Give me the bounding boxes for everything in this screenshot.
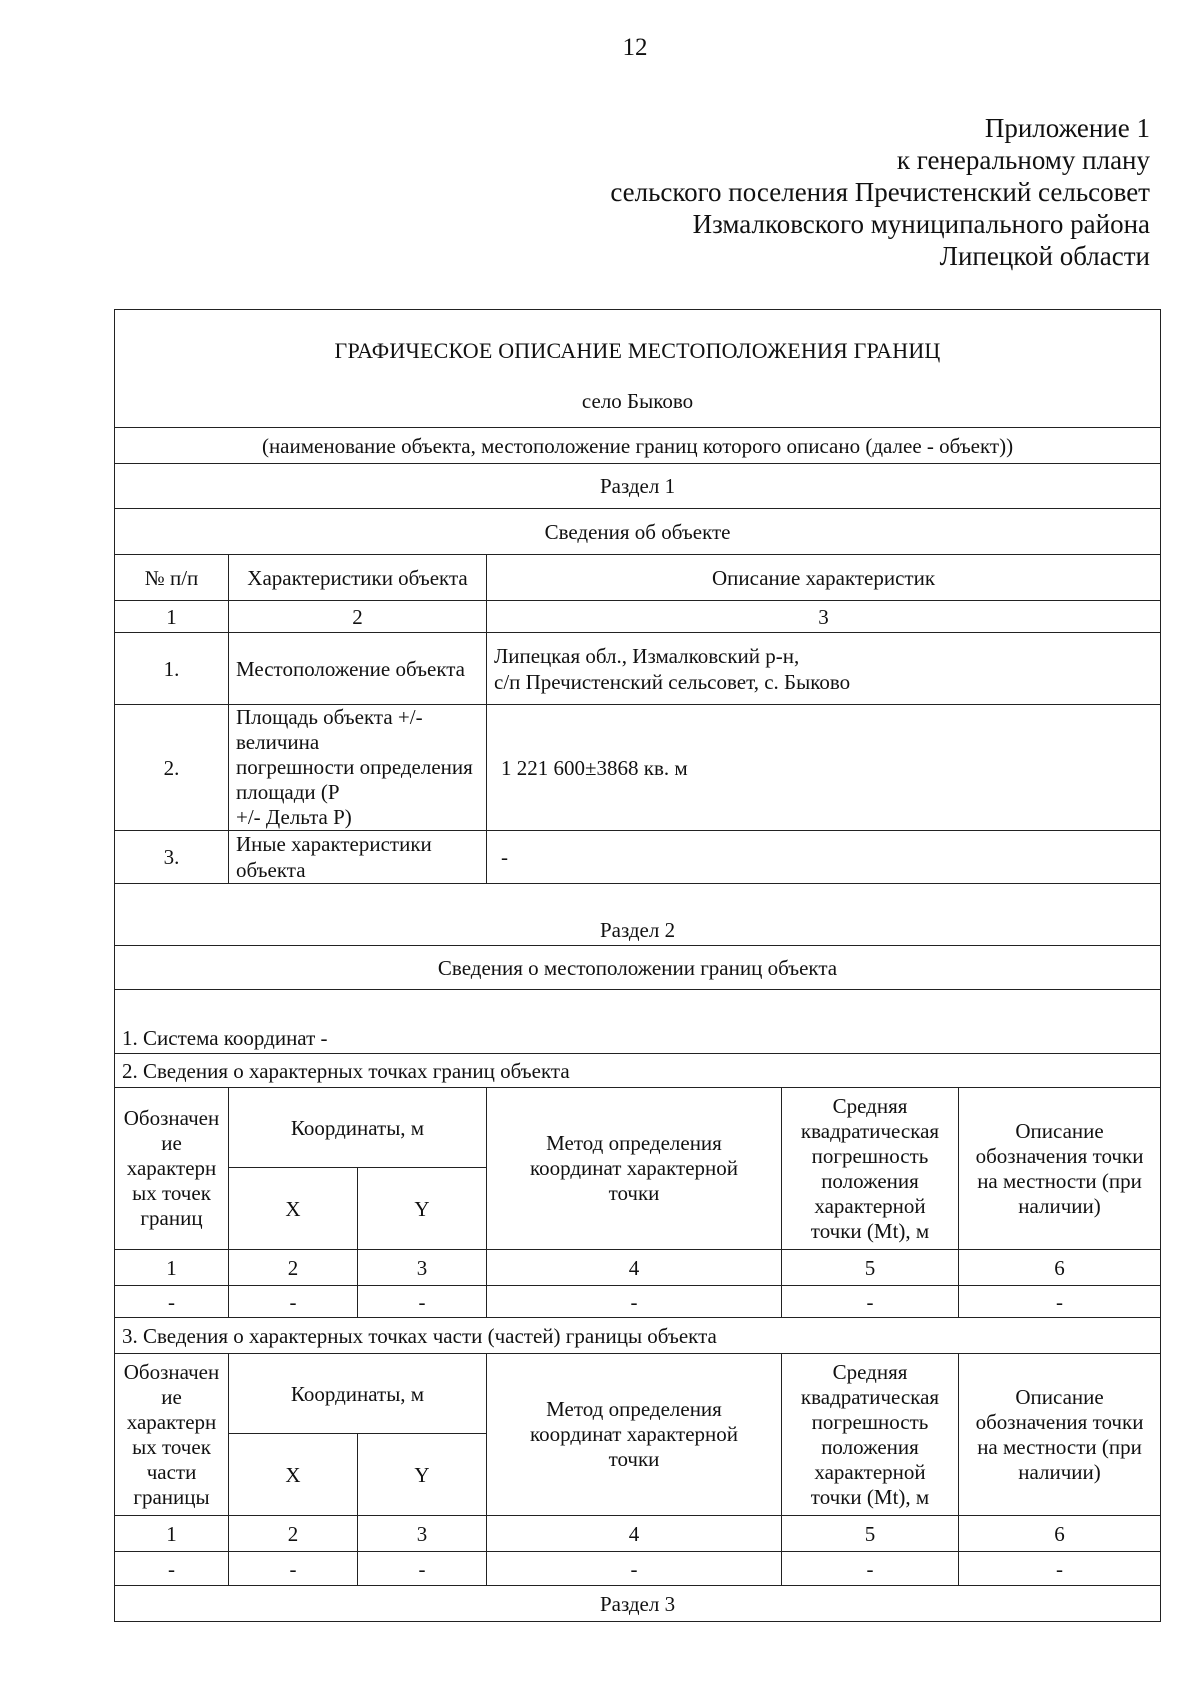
- parts-header-row: [115, 1354, 1161, 1434]
- header-line: Обозначен: [123, 1359, 220, 1384]
- header-line: точки (Mt), м: [810, 1484, 930, 1509]
- row-number: 1.: [115, 633, 229, 705]
- points-header-row: [115, 1088, 1161, 1168]
- points-col-coords: Координаты, м: [229, 1088, 487, 1168]
- row-name-line: погрешности определения площади (Р: [236, 755, 473, 804]
- document-title: ГРАФИЧЕСКОЕ ОПИСАНИЕ МЕСТОПОЛОЖЕНИЯ ГРАНИЦ: [334, 337, 941, 363]
- header-line: погрешность: [811, 1409, 929, 1434]
- table-row: [115, 705, 1161, 831]
- appendix-line: Измалковского муниципального района: [692, 209, 1150, 239]
- colnum: 6: [959, 1516, 1161, 1552]
- header-line: точки: [608, 1447, 660, 1471]
- section2-heading-row: [115, 884, 1161, 946]
- row-value: 1 221 600±3868 кв. м: [487, 705, 1161, 831]
- row-name-line: +/- Дельта Р): [236, 805, 352, 829]
- header-line: характерной: [814, 1459, 926, 1484]
- parts-col-x: X: [229, 1434, 358, 1516]
- parts-col-coords: Координаты, м: [229, 1354, 487, 1434]
- section2-heading: Раздел 2: [115, 884, 1161, 946]
- header-line: наличии): [1018, 1193, 1101, 1218]
- header-line: ых точек: [132, 1181, 211, 1205]
- points-col-method: [487, 1088, 782, 1250]
- header-line: характерной: [814, 1193, 926, 1218]
- colnum: 2: [229, 1516, 358, 1552]
- header-line: характерн: [126, 1409, 217, 1434]
- row-value: [487, 633, 1161, 705]
- cell: -: [959, 1286, 1161, 1318]
- colnum: 2: [229, 1250, 358, 1286]
- parts-col-designation: [115, 1354, 229, 1516]
- colnum: 2: [229, 601, 487, 633]
- cell: -: [782, 1286, 959, 1318]
- colnum: 3: [487, 601, 1161, 633]
- colnum: 4: [487, 1250, 782, 1286]
- section3-heading: Раздел 3: [115, 1586, 1161, 1622]
- header-line: Метод определения: [546, 1131, 722, 1155]
- object-caption-row: [115, 428, 1161, 464]
- colnum: 6: [959, 1250, 1161, 1286]
- points-col-description: [959, 1088, 1161, 1250]
- colnum: 1: [115, 1250, 229, 1286]
- header-line: погрешность: [811, 1143, 929, 1168]
- header-number: № п/п: [115, 555, 229, 601]
- page-number: 12: [622, 34, 648, 61]
- appendix-line: Липецкой области: [939, 241, 1150, 271]
- row-name: Местоположение объекта: [229, 633, 487, 705]
- header-line: положения: [821, 1434, 919, 1459]
- header-line: наличии): [1018, 1459, 1101, 1484]
- row-name: Иные характеристики объекта: [229, 831, 487, 884]
- section1-subheading-row: [115, 509, 1161, 555]
- object-name: село Быково: [581, 388, 694, 413]
- header-line: координат характерной: [530, 1156, 738, 1180]
- colnum: 1: [115, 601, 229, 633]
- header-line: Средняя: [832, 1359, 908, 1384]
- points-title-row: [115, 1054, 1161, 1088]
- parts-col-y: Y: [358, 1434, 487, 1516]
- colnum: 5: [782, 1250, 959, 1286]
- title-cell: [115, 310, 1161, 428]
- row-value-line: Липецкая обл., Измалковский р-н,: [494, 643, 800, 668]
- header-line: ие: [161, 1384, 182, 1409]
- header-line: Обозначен: [123, 1106, 220, 1130]
- colnum: 4: [487, 1516, 782, 1552]
- header-line: квадратическая: [800, 1384, 940, 1409]
- row-value: -: [487, 831, 1161, 884]
- cell: -: [229, 1552, 358, 1586]
- cell: -: [487, 1552, 782, 1586]
- appendix-line: Приложение 1: [984, 113, 1150, 143]
- parts-title: 3. Сведения о характерных точках части (частей) границы объекта: [115, 1318, 1161, 1354]
- points-data-row: [115, 1286, 1161, 1318]
- section3-heading-row: [115, 1586, 1161, 1622]
- row-number: 3.: [115, 831, 229, 884]
- parts-col-method: [487, 1354, 782, 1516]
- section2-subheading-row: [115, 946, 1161, 990]
- header-line: квадратическая: [800, 1118, 940, 1143]
- coord-system-row: [115, 990, 1161, 1054]
- colnum: 3: [358, 1516, 487, 1552]
- header-line: обозначения точки: [975, 1143, 1144, 1168]
- header-line: ых точек: [132, 1434, 211, 1459]
- cell: -: [959, 1552, 1161, 1586]
- points-title: 2. Сведения о характерных точках границ объекта: [115, 1054, 1161, 1088]
- header-line: Описание: [1015, 1384, 1104, 1409]
- header-line: на местности (при: [977, 1168, 1142, 1193]
- appendix-line: сельского поселения Пречистенский сельсовет: [610, 177, 1150, 207]
- cell: -: [782, 1552, 959, 1586]
- points-col-error: [782, 1088, 959, 1250]
- header-line: координат характерной: [530, 1422, 738, 1446]
- header-line: обозначения точки: [975, 1409, 1144, 1434]
- header-characteristics: Характеристики объекта: [229, 555, 487, 601]
- points-colnum-row: [115, 1250, 1161, 1286]
- header-line: границ: [140, 1206, 203, 1230]
- header-line: ие: [161, 1131, 182, 1155]
- cell: -: [115, 1286, 229, 1318]
- colnum: 3: [358, 1250, 487, 1286]
- parts-col-description: [959, 1354, 1161, 1516]
- cell: -: [115, 1552, 229, 1586]
- row-value-line: с/п Пречистенский сельсовет, с. Быково: [494, 669, 851, 694]
- parts-data-row: [115, 1552, 1161, 1586]
- section1-heading: Раздел 1: [115, 464, 1161, 509]
- header-line: точки (Mt), м: [810, 1218, 930, 1243]
- cell: -: [358, 1552, 487, 1586]
- header-line: на местности (при: [977, 1434, 1142, 1459]
- header-line: Метод определения: [546, 1397, 722, 1421]
- title-row: [115, 310, 1161, 428]
- object-caption: (наименование объекта, местоположение границ которого описано (далее - объект)): [115, 428, 1161, 464]
- header-line: характерн: [126, 1156, 217, 1180]
- cell: -: [229, 1286, 358, 1318]
- header-description: Описание характеристик: [487, 555, 1161, 601]
- cell: -: [358, 1286, 487, 1318]
- header-line: Описание: [1015, 1118, 1104, 1143]
- section2-subheading: Сведения о местоположении границ объекта: [115, 946, 1161, 990]
- header-line: Средняя: [832, 1093, 908, 1118]
- parts-colnum-row: [115, 1516, 1161, 1552]
- coord-system: 1. Система координат -: [115, 990, 1161, 1054]
- table-row: [115, 831, 1161, 884]
- colnum: 1: [115, 1516, 229, 1552]
- header-line: границы: [133, 1484, 210, 1509]
- points-col-x: X: [229, 1168, 358, 1250]
- appendix-line: к генеральному плану: [896, 145, 1150, 175]
- header-line: точки: [608, 1181, 660, 1205]
- parts-col-error: [782, 1354, 959, 1516]
- section1-header-row: [115, 555, 1161, 601]
- section1-colnum-row: [115, 601, 1161, 633]
- boundary-description-table: [114, 309, 1161, 1622]
- row-number: 2.: [115, 705, 229, 831]
- colnum: 5: [782, 1516, 959, 1552]
- header-line: части: [146, 1459, 197, 1484]
- parts-title-row: [115, 1318, 1161, 1354]
- section1-heading-row: [115, 464, 1161, 509]
- points-col-designation: [115, 1088, 229, 1250]
- table-row: [115, 633, 1161, 705]
- points-col-y: Y: [358, 1168, 487, 1250]
- header-line: положения: [821, 1168, 919, 1193]
- cell: -: [487, 1286, 782, 1318]
- row-name-line: Площадь объекта +/- величина: [236, 705, 423, 754]
- section1-subheading: Сведения об объекте: [115, 509, 1161, 555]
- appendix-header: [610, 112, 1150, 272]
- row-name: [229, 705, 487, 831]
